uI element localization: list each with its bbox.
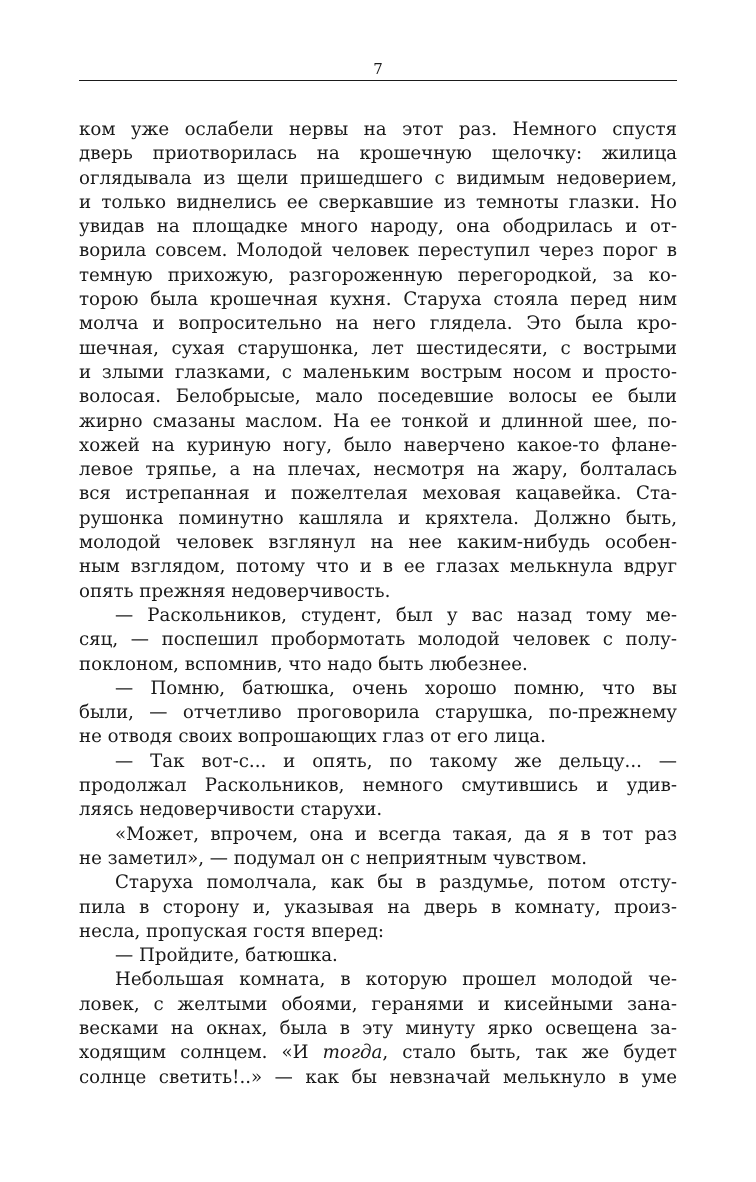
text-fragment: ходящим солнцем. «И [79, 1042, 323, 1064]
text-line: волосая. Белобрысые, мало поседевшие волосы ее были [79, 386, 677, 408]
header-rule [79, 80, 677, 81]
text-line: темную прихожую, разгороженную перегородкой, за ко- [79, 264, 677, 286]
text-line: поклоном, вспомнив, что надо быть любезнее. [79, 653, 528, 675]
text-line: ляясь недоверчивости старухи. [79, 799, 383, 821]
text-line: были, — отчетливо проговорила старушка, по-прежнему [79, 702, 677, 724]
text-line: опять прежняя недоверчивость. [79, 580, 391, 602]
text-line: ным взглядом, потому что и в ее глазах мелькнула вдруг [79, 556, 677, 578]
text-line: рушонка поминутно кашляла и кряхтела. Должно быть, [79, 507, 677, 529]
text-line: и только виднелись ее сверкавшие из темноты глазки. Но [79, 191, 677, 213]
text-line: — Раскольников, студент, был у вас назад тому ме- [115, 604, 677, 626]
text-line: шечная, сухая старушонка, лет шестидесяти, с вострыми [79, 337, 677, 359]
text-line: пила в сторону и, указывая на дверь в комнату, произ- [79, 896, 677, 918]
text-line: и злыми глазками, с маленьким вострым носом и просто- [79, 361, 677, 383]
text-line: молча и вопросительно на него глядела. Это была кро- [79, 313, 677, 335]
text-line: сяц, — поспешил пробормотать молодой человек с полу- [79, 629, 677, 651]
text-line: ворила совсем. Молодой человек переступил через порог в [79, 240, 677, 262]
text-line: увидав на площадке много народу, она ободрилась и от- [79, 216, 677, 238]
text-line: Старуха помолчала, как бы в раздумье, потом отсту- [115, 872, 677, 894]
text-line: — Помню, батюшка, очень хорошо помню, что вы [115, 677, 677, 699]
text-line: Небольшая комната, в которую прошел молодой че- [115, 969, 677, 991]
page-number: 7 [373, 60, 383, 78]
body-text [79, 118, 677, 1090]
text-line: — Так вот-с... и опять, по такому же дельцу... — [115, 750, 677, 772]
text-fragment: , стало быть, так же будет [382, 1042, 677, 1064]
italic-word: тогда [322, 1042, 383, 1064]
text-line [79, 1041, 677, 1065]
text-line: несла, пропуская гостя вперед: [79, 920, 385, 942]
text-line: молодой человек взглянул на нее каким-нибудь особен- [79, 532, 677, 554]
text-line: не заметил», — подумал он с неприятным чувством. [79, 847, 588, 869]
text-line: весками на окнах, была в эту минуту ярко освещена за- [79, 1017, 677, 1039]
text-line: вся истрепанная и пожелтелая меховая кацавейка. Ста- [79, 483, 677, 505]
text-line: дверь приотворилась на крошечную щелочку: жилица [79, 143, 677, 165]
text-line: не отводя своих вопрошающих глаз от его лица. [79, 726, 546, 748]
text-line: ком уже ослабели нервы на этот раз. Немного спустя [79, 119, 677, 140]
text-line: жирно смазаны маслом. На ее тонкой и длинной шее, по- [79, 410, 677, 432]
text-line: левое тряпье, а на плечах, несмотря на жару, болталась [79, 459, 677, 481]
text-line: солнце светить!..» — как бы невзначай мелькнуло в уме [79, 1066, 677, 1088]
text-line: «Может, впрочем, она и всегда такая, да я в тот раз [115, 823, 677, 845]
text-line: — Пройдите, батюшка. [115, 945, 338, 967]
text-line: оглядывала из щели пришедшего с видимым недоверием, [79, 167, 677, 189]
text-line: продолжал Раскольников, немного смутившись и удив- [79, 775, 677, 797]
text-line: торою была крошечная кухня. Старуха стояла перед ним [79, 289, 677, 311]
text-line: хожей на куриную ногу, было наверчено какое-то флане- [79, 434, 677, 456]
text-line: ловек, с желтыми обоями, геранями и кисейными зана- [79, 993, 677, 1015]
